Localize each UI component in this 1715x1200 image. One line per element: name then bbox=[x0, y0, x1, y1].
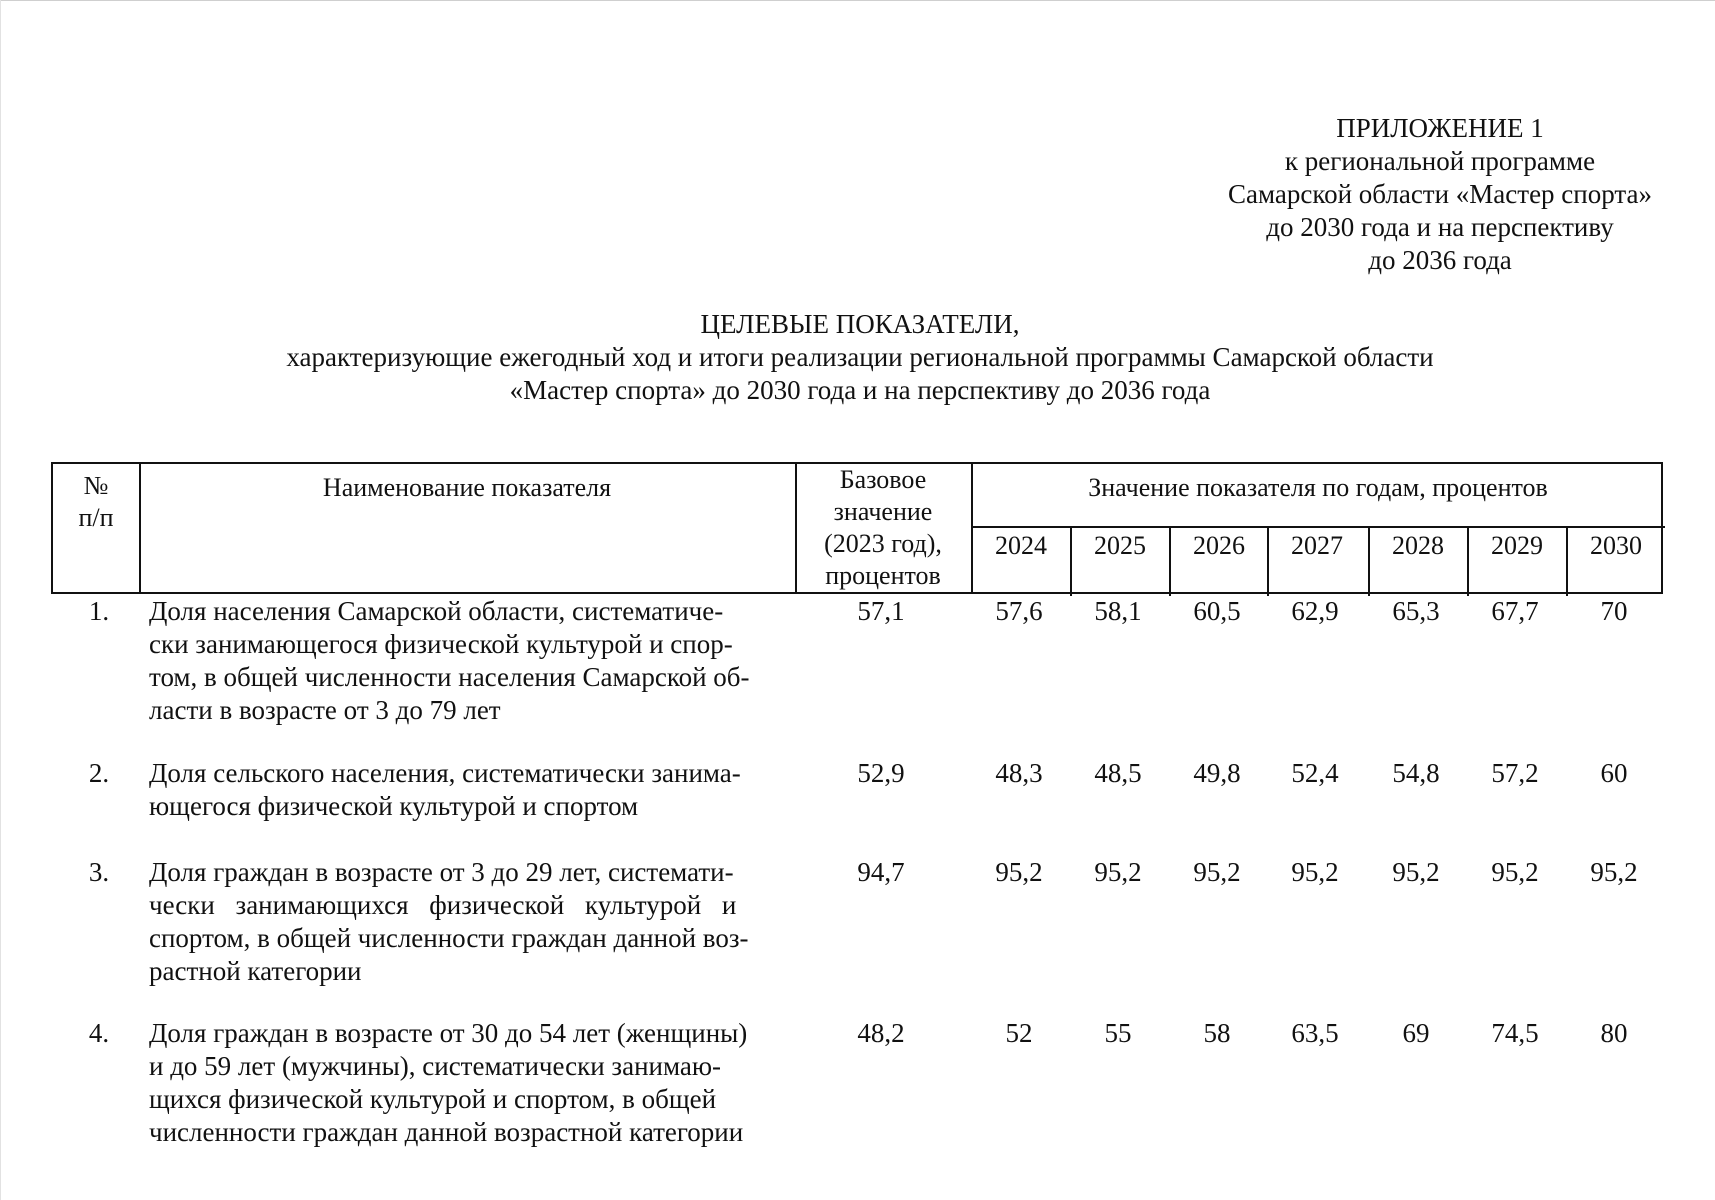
row-name-line: спортом, в общей численности граждан данной воз- bbox=[149, 923, 749, 953]
row-name-line: и до 59 лет (мужчины), систематически занимаю- bbox=[149, 1051, 722, 1081]
row-indicator-name bbox=[149, 1017, 834, 1149]
row-year-value: 65,3 bbox=[1392, 596, 1440, 626]
row-year-value: 55 bbox=[1104, 1018, 1132, 1048]
row-number: 1. bbox=[88, 596, 110, 626]
appendix-line: до 2036 года bbox=[1368, 245, 1512, 275]
row-year-value: 80 bbox=[1600, 1018, 1628, 1048]
header-base-line: (2023 год), bbox=[824, 529, 942, 558]
header-number-abbr: п/п bbox=[78, 503, 114, 532]
row-number: 2. bbox=[88, 758, 110, 788]
header-base-value bbox=[795, 464, 971, 592]
row-name-line: Доля граждан в возрасте от 30 до 54 лет (женщины) bbox=[149, 1018, 748, 1048]
row-number: 3. bbox=[88, 857, 110, 887]
row-year-value: 57,2 bbox=[1491, 758, 1539, 788]
row-name-line: ласти в возрасте от 3 до 79 лет bbox=[149, 695, 501, 725]
header-base-line: процентов bbox=[825, 561, 941, 590]
row-year-value: 95,2 bbox=[1491, 857, 1539, 887]
header-year: 2027 bbox=[1291, 531, 1343, 560]
title-subtitle-line: «Мастер спорта» до 2030 года и на перспективу до 2036 года bbox=[509, 375, 1211, 405]
row-year-value: 67,7 bbox=[1491, 596, 1539, 626]
row-year-value: 70 bbox=[1600, 596, 1628, 626]
header-year: 2026 bbox=[1193, 531, 1245, 560]
row-year-value: 69 bbox=[1402, 1018, 1430, 1048]
row-year-value: 52,4 bbox=[1291, 758, 1339, 788]
header-indicator-name: Наименование показателя bbox=[322, 473, 612, 502]
years-divider bbox=[971, 526, 1665, 528]
row-name-line: Доля населения Самарской области, систематиче- bbox=[149, 596, 724, 626]
row-year-value: 60,5 bbox=[1193, 596, 1241, 626]
row-year-value: 95,2 bbox=[1590, 857, 1638, 887]
header-year: 2029 bbox=[1491, 531, 1543, 560]
row-year-value: 95,2 bbox=[995, 857, 1043, 887]
row-name-line: численности граждан данной возрастной категории bbox=[149, 1117, 744, 1147]
row-indicator-name bbox=[149, 757, 834, 823]
row-name-line: растной категории bbox=[149, 956, 362, 986]
row-year-value: 74,5 bbox=[1491, 1018, 1539, 1048]
row-year-value: 95,2 bbox=[1392, 857, 1440, 887]
row-base-value: 57,1 bbox=[857, 596, 905, 626]
title-subtitle-line: характеризующие ежегодный ход и итоги реализации региональной программы Самарской области bbox=[286, 342, 1434, 372]
row-year-value: 95,2 bbox=[1193, 857, 1241, 887]
header-base-line: значение bbox=[833, 497, 933, 526]
scan-top-edge bbox=[0, 0, 1715, 1]
appendix-line: Самарской области «Мастер спорта» bbox=[1227, 179, 1652, 209]
row-year-value: 49,8 bbox=[1193, 758, 1241, 788]
document-title bbox=[160, 308, 1560, 407]
row-year-value: 54,8 bbox=[1392, 758, 1440, 788]
appendix-line: ПРИЛОЖЕНИЕ 1 bbox=[1336, 113, 1544, 143]
header-year: 2024 bbox=[995, 531, 1047, 560]
appendix-line: к региональной программе bbox=[1284, 146, 1596, 176]
row-number: 4. bbox=[88, 1018, 110, 1048]
header-base-line: Базовое bbox=[839, 465, 927, 494]
row-year-value: 48,3 bbox=[995, 758, 1043, 788]
appendix-header bbox=[1180, 112, 1700, 277]
header-year: 2028 bbox=[1392, 531, 1444, 560]
row-year-value: 58 bbox=[1203, 1018, 1231, 1048]
row-year-value: 95,2 bbox=[1291, 857, 1339, 887]
header-number-symbol: № bbox=[83, 471, 109, 500]
row-name-line: Доля сельского населения, систематически занима- bbox=[149, 758, 741, 788]
title-heading: ЦЕЛЕВЫЕ ПОКАЗАТЕЛИ, bbox=[700, 309, 1020, 339]
header-year: 2025 bbox=[1094, 531, 1146, 560]
header-years-group: Значение показателя по годам, процентов bbox=[1088, 473, 1548, 502]
table-header bbox=[51, 462, 1663, 594]
row-name-line: ющегося физической культурой и спортом bbox=[149, 791, 639, 821]
scan-left-edge bbox=[0, 0, 1, 1200]
row-year-value: 95,2 bbox=[1094, 857, 1142, 887]
row-year-value: 62,9 bbox=[1291, 596, 1339, 626]
row-base-value: 94,7 bbox=[857, 857, 905, 887]
header-number bbox=[53, 470, 139, 534]
row-base-value: 52,9 bbox=[857, 758, 905, 788]
row-name-line: щихся физической культурой и спортом, в общей bbox=[149, 1084, 717, 1114]
row-name-line: ски занимающегося физической культурой и спор- bbox=[149, 629, 733, 659]
row-base-value: 48,2 bbox=[857, 1018, 905, 1048]
row-indicator-name bbox=[149, 856, 834, 988]
row-name-line: том, в общей численности населения Самарской об- bbox=[149, 662, 750, 692]
header-year: 2030 bbox=[1590, 531, 1642, 560]
row-indicator-name bbox=[149, 595, 834, 727]
row-year-value: 52 bbox=[1005, 1018, 1033, 1048]
appendix-line: до 2030 года и на перспективу bbox=[1266, 212, 1614, 242]
row-name-line: чески занимающихся физической культурой и bbox=[149, 890, 737, 920]
row-year-value: 48,5 bbox=[1094, 758, 1142, 788]
row-year-value: 63,5 bbox=[1291, 1018, 1339, 1048]
row-year-value: 58,1 bbox=[1094, 596, 1142, 626]
row-year-value: 60 bbox=[1600, 758, 1628, 788]
row-name-line: Доля граждан в возрасте от 3 до 29 лет, системати- bbox=[149, 857, 734, 887]
row-year-value: 57,6 bbox=[995, 596, 1043, 626]
